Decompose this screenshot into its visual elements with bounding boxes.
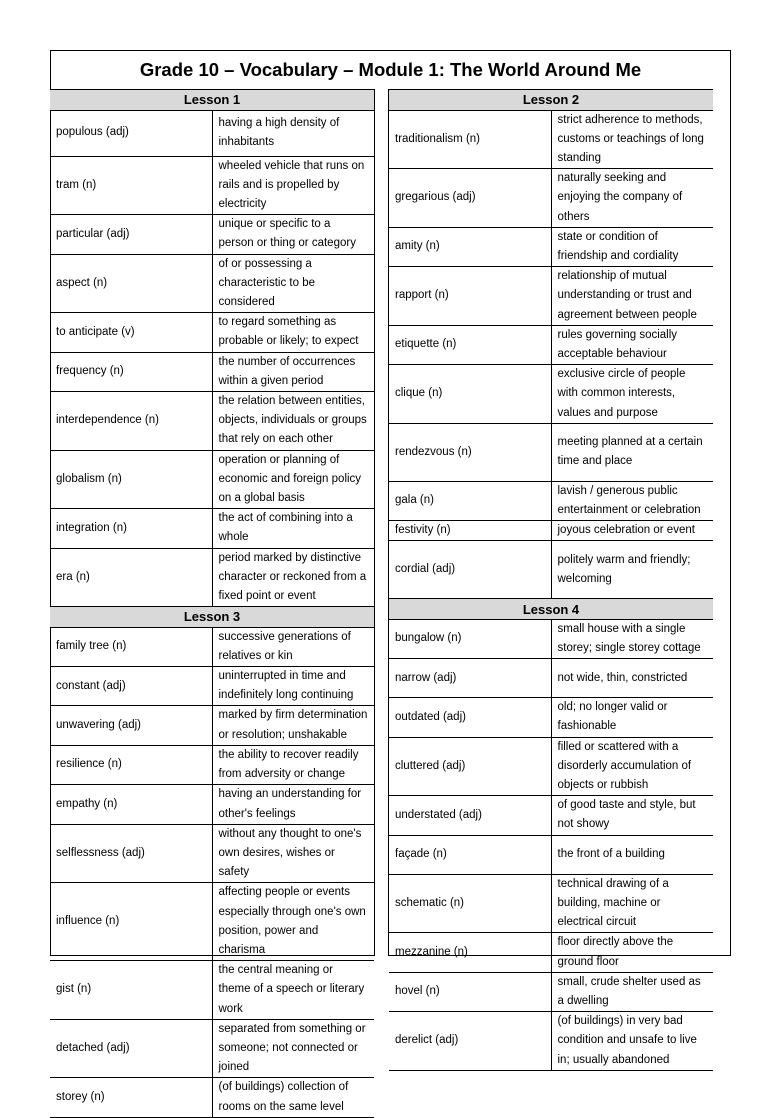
vocab-definition: the relation between entities, objects, individuals or groups that rely on each other [212, 391, 374, 450]
vocab-term: globalism (n) [50, 450, 212, 509]
vocab-definition: old; no longer valid or fashionable [551, 698, 713, 737]
table-row [50, 215, 374, 254]
table-row [389, 659, 713, 698]
vocab-definition: relationship of mutual understanding or trust and agreement between people [551, 267, 713, 326]
table-row [50, 824, 374, 883]
vocab-term: particular (adj) [50, 215, 212, 254]
vocab-term: era (n) [50, 548, 212, 607]
vocab-term: cordial (adj) [389, 541, 551, 599]
vocab-term: amity (n) [389, 227, 551, 266]
vocab-term: tram (n) [50, 156, 212, 215]
vocab-definition: small, crude shelter used as a dwelling [551, 972, 713, 1011]
table-row [389, 933, 713, 972]
table-row [50, 313, 374, 352]
vocab-term: detached (adj) [50, 1019, 212, 1078]
vocab-term: cluttered (adj) [389, 737, 551, 796]
table-row [50, 509, 374, 548]
vocab-definition: successive generations of relatives or kin [212, 627, 374, 666]
vocab-term: hovel (n) [389, 972, 551, 1011]
table-row [50, 254, 374, 313]
vocab-term: traditionalism (n) [389, 110, 551, 169]
vocab-definition: politely warm and friendly; welcoming [551, 541, 713, 599]
vocab-term: festivity (n) [389, 521, 551, 541]
vocab-definition: (of buildings) collection of rooms on the same level [212, 1078, 374, 1117]
vocab-definition: wheeled vehicle that runs on rails and is propelled by electricity [212, 156, 374, 215]
table-row [50, 1019, 374, 1078]
table-row [389, 481, 713, 520]
vocab-term: integration (n) [50, 509, 212, 548]
table-row [50, 785, 374, 824]
vocab-term: to anticipate (v) [50, 313, 212, 352]
vocab-term: mezzanine (n) [389, 933, 551, 972]
vocab-term: storey (n) [50, 1078, 212, 1117]
vocab-term: narrow (adj) [389, 659, 551, 698]
vocab-term: gregarious (adj) [389, 169, 551, 228]
vocab-term: influence (n) [50, 883, 212, 961]
table-row [389, 972, 713, 1011]
vocab-term: gala (n) [389, 481, 551, 520]
vocab-term: family tree (n) [50, 627, 212, 666]
table-row [50, 706, 374, 745]
vocab-definition: the front of a building [551, 835, 713, 874]
vocab-term: selflessness (adj) [50, 824, 212, 883]
vocab-definition: the ability to recover readily from adversity or change [212, 745, 374, 784]
left-column [50, 89, 374, 1118]
vocab-definition: state or condition of friendship and cordiality [551, 227, 713, 266]
table-row [389, 423, 713, 481]
vocab-definition: (of buildings) in very bad condition and unsafe to live in; usually abandoned [551, 1012, 713, 1071]
table-row [389, 835, 713, 874]
vocab-term: unwavering (adj) [50, 706, 212, 745]
vocab-definition: technical drawing of a building, machine or electrical circuit [551, 874, 713, 933]
vocab-term: interdependence (n) [50, 391, 212, 450]
vocab-term: empathy (n) [50, 785, 212, 824]
lesson-heading: Lesson 3 [50, 607, 374, 627]
table-row [50, 883, 374, 961]
table-row [50, 745, 374, 784]
table-row [50, 352, 374, 391]
column-divider [374, 89, 389, 956]
right-column [389, 89, 713, 1071]
table-row [50, 156, 374, 215]
vocab-definition: period marked by distinctive character or reckoned from a fixed point or event [212, 548, 374, 607]
vocab-definition: having a high density of inhabitants [212, 110, 374, 156]
table-row [50, 450, 374, 509]
table-row [389, 874, 713, 933]
table-row [50, 627, 374, 666]
vocab-definition: rules governing socially acceptable behaviour [551, 325, 713, 364]
vocab-definition: without any thought to one's own desires, wishes or safety [212, 824, 374, 883]
vocab-definition: the central meaning or theme of a speech or literary work [212, 961, 374, 1020]
table-row [389, 365, 713, 424]
table-row [389, 267, 713, 326]
vocab-definition: strict adherence to methods, customs or teachings of long standing [551, 110, 713, 169]
table-row [389, 227, 713, 266]
vocab-definition: of good taste and style, but not showy [551, 796, 713, 835]
table-row [389, 698, 713, 737]
table-row [50, 1078, 374, 1117]
vocab-definition: joyous celebration or event [551, 521, 713, 541]
vocab-definition: having an understanding for other's feelings [212, 785, 374, 824]
table-row [50, 548, 374, 607]
vocab-definition: unique or specific to a person or thing or category [212, 215, 374, 254]
vocab-definition: not wide, thin, constricted [551, 659, 713, 698]
lesson-3-table [50, 607, 374, 1118]
vocab-definition: operation or planning of economic and foreign policy on a global basis [212, 450, 374, 509]
vocab-term: outdated (adj) [389, 698, 551, 737]
lesson-heading: Lesson 2 [389, 90, 713, 110]
table-row [50, 110, 374, 156]
vocab-definition: separated from something or someone; not connected or joined [212, 1019, 374, 1078]
vocab-term: frequency (n) [50, 352, 212, 391]
vocab-term: derelict (adj) [389, 1012, 551, 1071]
table-row [50, 667, 374, 706]
page-title: Grade 10 – Vocabulary – Module 1: The World Around Me [139, 59, 642, 80]
lesson-4-table [389, 599, 713, 1070]
vocab-definition: filled or scattered with a disorderly accumulation of objects or rubbish [551, 737, 713, 796]
vocab-definition: the act of combining into a whole [212, 509, 374, 548]
table-row [389, 737, 713, 796]
table-row [389, 169, 713, 228]
table-row [389, 541, 713, 599]
vocab-term: schematic (n) [389, 874, 551, 933]
lesson-heading: Lesson 1 [50, 90, 374, 110]
table-row [389, 796, 713, 835]
vocab-term: clique (n) [389, 365, 551, 424]
table-row [389, 619, 713, 658]
table-row [389, 110, 713, 169]
table-row [389, 521, 713, 541]
vocab-definition: to regard something as probable or likely; to expect [212, 313, 374, 352]
vocab-definition: lavish / generous public entertainment or celebration [551, 481, 713, 520]
vocab-term: rendezvous (n) [389, 423, 551, 481]
vocab-term: bungalow (n) [389, 619, 551, 658]
table-row [50, 961, 374, 1020]
vocab-term: constant (adj) [50, 667, 212, 706]
vocab-definition: small house with a single storey; single storey cottage [551, 619, 713, 658]
lesson-2-table [389, 90, 713, 599]
vocab-term: rapport (n) [389, 267, 551, 326]
vocab-definition: naturally seeking and enjoying the company of others [551, 169, 713, 228]
lesson-1-table [50, 90, 374, 607]
vocab-term: aspect (n) [50, 254, 212, 313]
vocab-term: populous (adj) [50, 110, 212, 156]
vocab-definition: affecting people or events especially through one's own position, power and charisma [212, 883, 374, 961]
table-row [389, 325, 713, 364]
vocab-term: understated (adj) [389, 796, 551, 835]
vocab-definition: of or possessing a characteristic to be considered [212, 254, 374, 313]
vocab-term: etiquette (n) [389, 325, 551, 364]
vocab-definition: floor directly above the ground floor [551, 933, 713, 972]
vocab-term: façade (n) [389, 835, 551, 874]
vocab-term: resilience (n) [50, 745, 212, 784]
vocab-definition: the number of occurrences within a given period [212, 352, 374, 391]
vocab-term: gist (n) [50, 961, 212, 1020]
table-row [50, 391, 374, 450]
vocab-definition: meeting planned at a certain time and place [551, 423, 713, 481]
table-row [389, 1012, 713, 1071]
vocab-definition: uninterrupted in time and indefinitely long continuing [212, 667, 374, 706]
lesson-heading: Lesson 4 [389, 599, 713, 619]
vocab-definition: marked by firm determination or resolution; unshakable [212, 706, 374, 745]
vocab-definition: exclusive circle of people with common interests, values and purpose [551, 365, 713, 424]
